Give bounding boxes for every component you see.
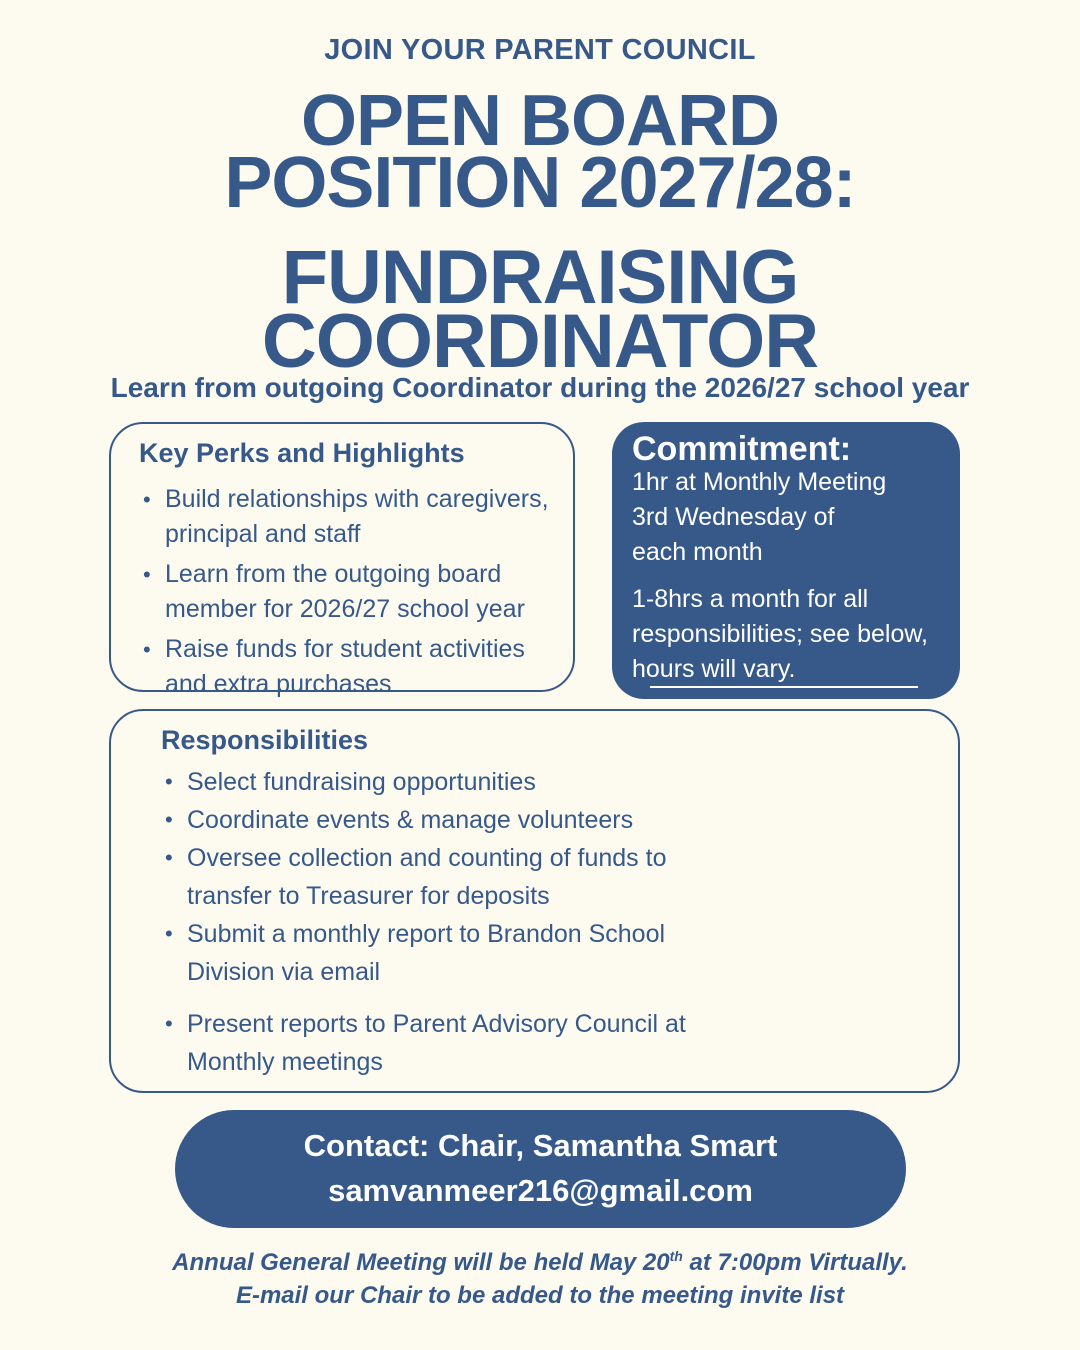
responsibility-item bbox=[161, 915, 747, 991]
responsibility-item bbox=[161, 1005, 767, 1081]
responsibility-text: Submit a monthly report to Brandon School Division via email bbox=[187, 920, 666, 986]
responsibility-text: Oversee collection and counting of funds to transfer to Treasurer for deposits bbox=[187, 844, 667, 910]
bullet-icon: • bbox=[165, 807, 173, 832]
bullet-icon: • bbox=[165, 845, 173, 870]
perks-title: Key Perks and Highlights bbox=[139, 438, 465, 468]
responsibility-item bbox=[161, 763, 887, 801]
responsibilities-card bbox=[109, 709, 960, 1093]
responsibility-item bbox=[161, 839, 747, 915]
bullet-icon: • bbox=[143, 562, 151, 587]
perk-text: Raise funds for student activities and extra purchases bbox=[165, 635, 525, 698]
perks-list bbox=[139, 482, 569, 707]
commitment-line: hours will vary. bbox=[632, 655, 796, 683]
bullet-icon: • bbox=[165, 769, 173, 794]
title-line-1: OPEN BOARD bbox=[300, 81, 780, 161]
perk-item bbox=[139, 557, 569, 627]
bullet-icon: • bbox=[165, 921, 173, 946]
perks-card bbox=[109, 422, 575, 698]
responsibility-text: Select fundraising opportunities bbox=[187, 768, 536, 796]
commitment-line: 1hr at Monthly Meeting bbox=[632, 468, 887, 496]
footer-superscript: th bbox=[669, 1248, 683, 1264]
perk-item bbox=[139, 482, 569, 552]
perk-text: Learn from the outgoing board member for 2026/27 school year bbox=[165, 560, 525, 623]
commitment-line: 1-8hrs a month for all bbox=[632, 585, 869, 613]
title-line-3: FUNDRAISING bbox=[281, 235, 799, 320]
footer-text-before: Annual General Meeting will be held May 20 bbox=[172, 1249, 670, 1276]
subtitle: Learn from outgoing Coordinator during the 2026/27 school year bbox=[110, 372, 970, 403]
bullet-icon: • bbox=[143, 637, 151, 662]
responsibility-text: Coordinate events & manage volunteers bbox=[187, 806, 634, 834]
commitment-underline bbox=[650, 686, 918, 688]
title-line-4: COORDINATOR bbox=[261, 299, 819, 384]
commitment-line: each month bbox=[632, 538, 763, 566]
footer-line-1 bbox=[0, 1248, 1080, 1277]
perk-item bbox=[139, 632, 569, 702]
footer-line-2: E-mail our Chair to be added to the meeting invite list bbox=[235, 1282, 845, 1309]
contact-name: Contact: Chair, Samantha Smart bbox=[303, 1128, 778, 1163]
contact-banner bbox=[175, 1110, 906, 1228]
contact-email[interactable]: samvanmeer216@gmail.com bbox=[328, 1173, 753, 1208]
bullet-icon: • bbox=[143, 487, 151, 512]
responsibility-item bbox=[161, 801, 887, 839]
responsibilities-title: Responsibilities bbox=[161, 725, 369, 755]
bullet-icon: • bbox=[165, 1011, 173, 1036]
kicker-text: JOIN YOUR PARENT COUNCIL bbox=[324, 34, 756, 66]
perk-text: Build relationships with caregivers, principal and staff bbox=[165, 485, 549, 548]
commitment-title: Commitment: bbox=[632, 430, 852, 468]
title-line-2: POSITION 2027/28: bbox=[224, 143, 856, 223]
commitment-card bbox=[612, 422, 960, 699]
footer-text-after: at 7:00pm Virtually. bbox=[682, 1249, 908, 1276]
commitment-line: 3rd Wednesday of bbox=[632, 503, 835, 531]
commitment-line: responsibilities; see below, bbox=[632, 620, 928, 648]
responsibility-text: Present reports to Parent Advisory Council at Monthly meetings bbox=[187, 1010, 686, 1076]
